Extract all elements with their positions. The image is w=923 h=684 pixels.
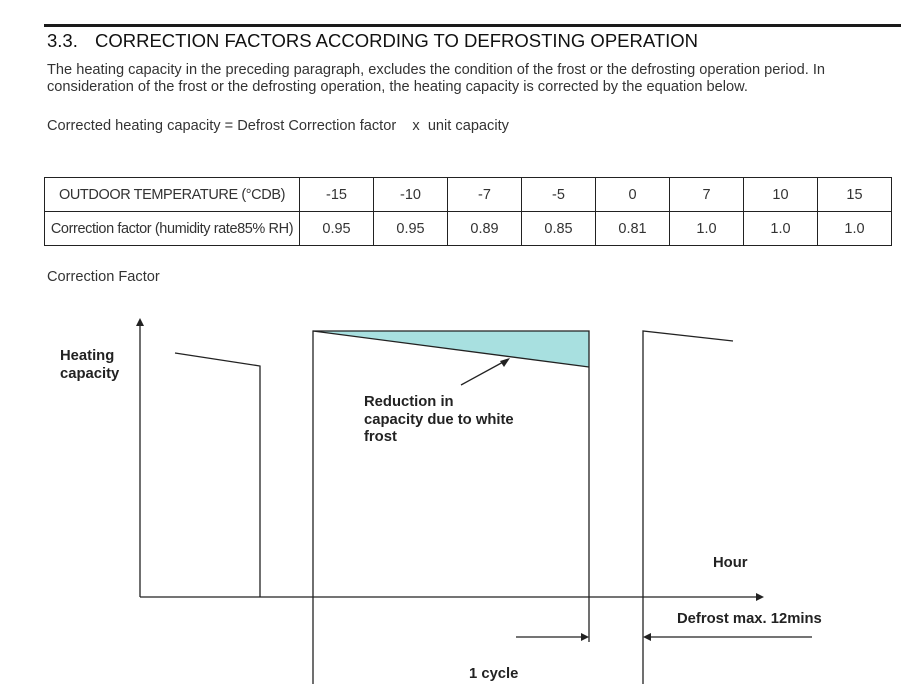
- table-cell: 0.89: [448, 212, 522, 246]
- frost-annotation: Reduction in capacity due to white frost: [364, 394, 514, 445]
- table-cell: 10: [744, 178, 818, 212]
- y-axis-label: Heating capacity: [60, 348, 120, 382]
- table-cell: 7: [670, 178, 744, 212]
- table-cell: 15: [818, 178, 892, 212]
- table-cell: 0: [596, 178, 670, 212]
- x-axis-label: Hour: [713, 555, 748, 571]
- intro-paragraph: The heating capacity in the preceding paragraph, excludes the condition of the frost or the defrosting operation period. In consideration of the frost or the defrosting operation, the heating capacity is corrected by the equation below.: [47, 62, 826, 95]
- defrost-arrowhead-right: [643, 633, 651, 641]
- correction-equation: Corrected heating capacity = Defrost Correction factor x unit capacity: [47, 118, 509, 134]
- table-cell: 0.81: [596, 212, 670, 246]
- table-cell: 1.0: [818, 212, 892, 246]
- table-cell: 0.95: [300, 212, 374, 246]
- table-cell: -10: [374, 178, 448, 212]
- x-axis-arrowhead: [756, 593, 764, 601]
- y-axis-arrowhead: [136, 318, 144, 326]
- table-cell: 0.95: [374, 212, 448, 246]
- table-cell: -7: [448, 178, 522, 212]
- figure-caption: Correction Factor: [47, 269, 160, 285]
- section-title: CORRECTION FACTORS ACCORDING TO DEFROSTING OPERATION: [95, 30, 699, 51]
- defrost-label: Defrost max. 12mins: [677, 611, 822, 627]
- table-cell: 1.0: [744, 212, 818, 246]
- heating-segment-1: [175, 353, 260, 597]
- heating-segment-2: [313, 331, 589, 597]
- section-number: 3.3.: [47, 30, 78, 51]
- table-cell: -5: [522, 178, 596, 212]
- table-cell: 0.85: [522, 212, 596, 246]
- table-cell: -15: [300, 178, 374, 212]
- cycle-label: 1 cycle: [469, 666, 519, 682]
- annotation-pointer: [461, 361, 505, 385]
- defrost-arrowhead-left: [581, 633, 589, 641]
- table-cell: 1.0: [670, 212, 744, 246]
- annotation-arrowhead: [500, 358, 510, 367]
- row-header: Correction factor (humidity rate85% RH): [45, 212, 300, 246]
- row-header: OUTDOOR TEMPERATURE (°CDB): [45, 178, 300, 212]
